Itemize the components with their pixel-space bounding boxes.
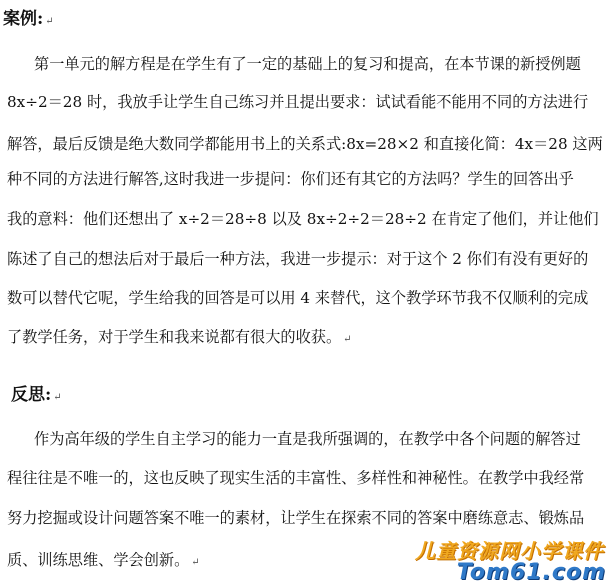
case-line: 我的意料：他们还想出了 x÷2＝28÷8 以及 8x÷2÷2＝28÷2 在肯定了他们，并让他们 (7, 210, 599, 228)
watermark-domain: Tom61.com (456, 560, 606, 585)
reflection-heading-text: 反思: (11, 385, 52, 405)
case-line: 第一单元的解方程是在学生有了一定的基础上的复习和提高，在本节课的新授例题 (34, 55, 581, 73)
case-line: 陈述了自己的想法后对于最后一种方法，我进一步提示：对于这个 2 你们有没有更好的 (7, 250, 589, 268)
paragraph-mark-icon: ↵ (343, 334, 352, 345)
watermark-site-name: 儿童资源网小学课件 (415, 539, 604, 563)
case-line: 8x÷2＝28 时，我放手让学生自己练习并且提出要求：试试看能不能用不同的方法进行 (7, 93, 589, 111)
paragraph-mark-icon: ↵ (53, 392, 62, 403)
case-line-last (7, 327, 607, 350)
reflection-line-text: 质、训练思维、学会创新。 (7, 551, 190, 569)
site-watermark-logo (384, 535, 606, 585)
reflection-line: 程往往是不唯一的，这也反映了现实生活的丰富性、多样性和神秘性。在教学中我经常 (7, 469, 585, 487)
case-line: 数可以替代它呢，学生给我的回答是可以用 4 来替代，这个教学环节我不仅顺利的完成 (7, 289, 589, 307)
case-line: 解答，最后反馈是绝大数同学都能用书上的关系式:8x=28×2 和直接化简：4x＝28 这两 (7, 135, 603, 153)
paragraph-mark-icon: ↵ (45, 16, 54, 27)
paragraph-mark-icon: ↵ (191, 557, 200, 568)
case-heading (3, 9, 54, 32)
reflection-line: 努力挖掘或设计问题答案不唯一的素材，让学生在探索不同的答案中磨练意志、锻炼品 (7, 509, 585, 527)
reflection-heading (11, 385, 62, 408)
reflection-line: 作为高年级的学生自主学习的能力一直是我所强调的，在教学中各个问题的解答过 (34, 430, 581, 448)
case-heading-text: 案例: (3, 9, 44, 29)
case-line-text: 了教学任务，对于学生和我来说都有很大的收获。 (7, 328, 342, 346)
case-line: 种不同的方法进行解答,这时我进一步提问：你们还有其它的方法吗？学生的回答出乎 (7, 170, 574, 188)
